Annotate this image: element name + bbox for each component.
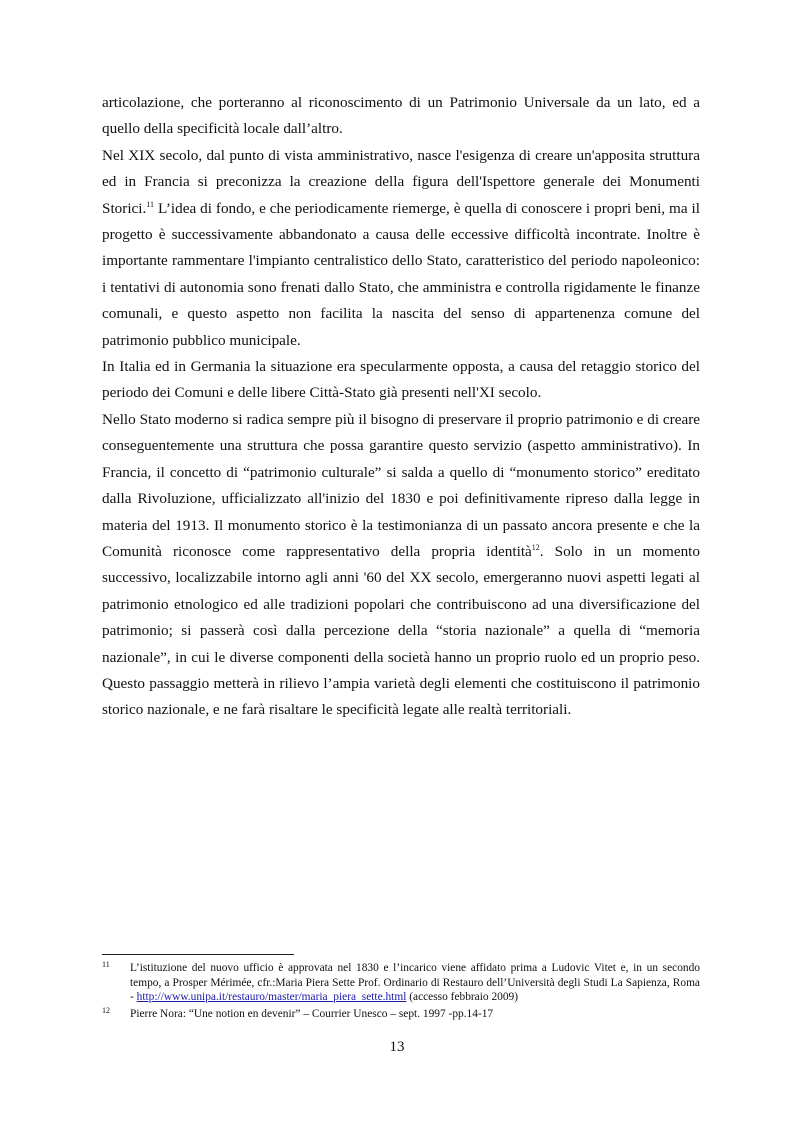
footnote-ref-11[interactable]: 11 [146, 199, 154, 209]
page-body [102, 90, 700, 724]
paragraph-4 [102, 407, 700, 724]
paragraph-3: In Italia ed in Germania la situazione era specularmente opposta, a causa del retaggio storico del periodo dei Comuni e delle libere Città-Stato già presenti nell'XI secolo. [102, 358, 700, 402]
footnote-11-link[interactable]: http://www.unipa.it/restauro/master/maria_piera_sette.html [136, 991, 407, 1004]
footnote-number: 11 [102, 960, 110, 969]
paragraph-4-text-end: . Solo in un momento successivo, localizzabile intorno agli anni '60 del XX secolo, emergeranno nuovi aspetti legati al patrimonio etnologico ed alle tradizioni popolari che contribuiscono ad una diversificazione del patrimonio; si passerà così dalla percezione della “storia nazionale” a quella di “memoria nazionale”, in cui le diverse componenti della società hanno un proprio ruolo ed un proprio peso. Questo passaggio metterà in rilievo l’ampia varietà degli elementi che costituiscono il patrimonio storico nazionale, e ne farà risaltare le specificità legate alle realtà territoriali. [102, 542, 700, 719]
footnotes [102, 961, 700, 1023]
paragraph-2 [102, 143, 700, 354]
footnote-11-text-end: (accesso febbraio 2009) [406, 991, 519, 1004]
footnote-12 [102, 1007, 700, 1022]
paragraph-2-text-start: Nel XIX secolo, dal punto di vista amministrativo, nasce l'esigenza di creare un'apposita struttura ed in Francia si preconizza la creazione della figura dell'Ispettore generale dei Monumenti Storici. [102, 146, 700, 217]
footnote-separator [102, 954, 294, 955]
footnote-ref-12[interactable]: 12 [531, 542, 540, 552]
page-number: 13 [389, 1039, 405, 1055]
paragraph-1: articolazione, che porteranno al riconoscimento di un Patrimonio Universale da un lato, ed a quello della specificità locale dall’altro. [102, 94, 700, 138]
paragraph-4-text-start: Nello Stato moderno si radica sempre più il bisogno di preservare il proprio patrimonio e di creare conseguentemente una struttura che possa garantire questo servizio (aspetto amministrativo). In Francia, il concetto di “patrimonio culturale” si salda a quello di “monumento storico” ereditato dalla Rivoluzione, ufficializzato all'inizio del 1830 e poi definitivamente ripreso dalla legge in materia del 1913. Il monumento storico è la testimonianza di un passato ancora presente e che la Comunità riconosce come rappresentativo della propria identità [102, 410, 700, 560]
footnote-12-text: Pierre Nora: “Une notion en devenir” – Courrier Unesco – sept. 1997 -pp.14-17 [130, 1007, 494, 1020]
paragraph-2-text-end: L’idea di fondo, e che periodicamente riemerge, è quella di conoscere i propri beni, ma il progetto è successivamente abbandonato a causa delle eccessive difficoltà incontrate. Inoltre è importante rammentare l'impianto centralistico dello Stato, caratteristico del periodo napoleonico: i tentativi di autonomia sono frenati dallo Stato, che amministra e controlla rigidamente le finanze comunali, e questo aspetto non facilita la nascita del senso di appartenenza comune del patrimonio pubblico municipale. [102, 199, 700, 349]
footnote-11 [102, 961, 700, 1005]
footnote-number: 12 [102, 1005, 110, 1015]
footnote-11-text-start: L’istituzione del nuovo ufficio è approvata nel 1830 e l’incarico viene affidato prima a Ludovic Vitet e, in un secondo tempo, a Prosper Mérimée, cfr.:Maria Piera Sette Prof. Ordinario di Restauro dell’Università degli Studi La Sapienza, Roma - [130, 962, 700, 1004]
